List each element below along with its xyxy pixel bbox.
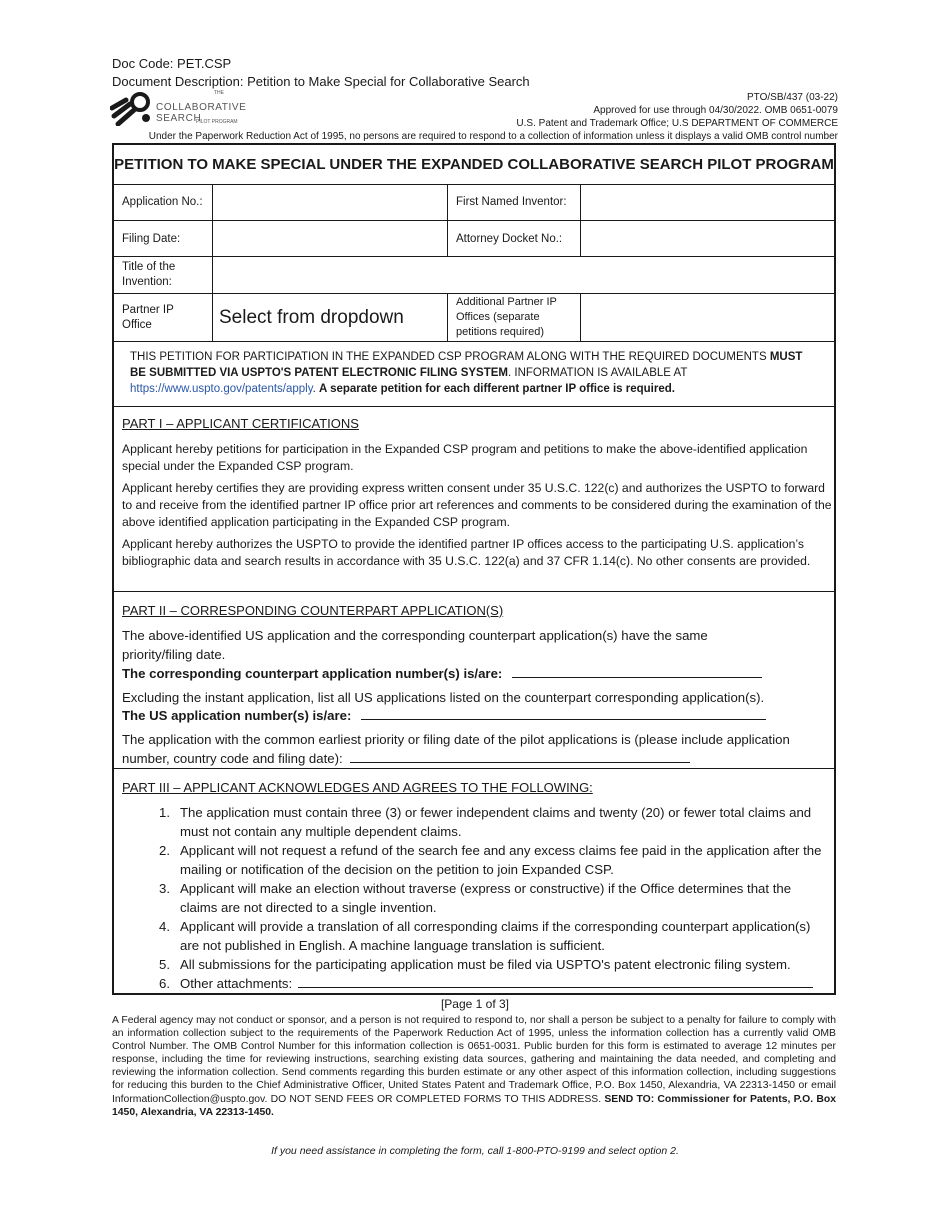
logo-sub-text: PILOT PROGRAM <box>196 119 238 125</box>
form-number: PTO/SB/437 (03-22) <box>747 92 838 103</box>
application-no-label: Application No.: <box>122 196 203 208</box>
first-inventor-label: First Named Inventor: <box>456 196 567 208</box>
doc-code: Doc Code: PET.CSP <box>112 56 232 71</box>
part1-title: PART I – APPLICANT CERTIFICATIONS <box>122 416 359 431</box>
page-number: [Page 1 of 3] <box>440 997 510 1011</box>
part2-title: PART II – CORRESPONDING COUNTERPART APPLICATION(S) <box>122 603 504 618</box>
list-item-number: 4. <box>159 919 170 934</box>
notice-text: THIS PETITION FOR PARTICIPATION IN THE EXPANDED CSP PROGRAM ALONG WITH THE REQUIRED DOCUMENTS <box>130 351 770 363</box>
us-application-number-row <box>122 706 832 725</box>
uspto-apply-link[interactable]: https://www.uspto.gov/patents/apply <box>130 383 313 395</box>
logo-mark-icon <box>110 90 156 126</box>
filing-date-label: Filing Date: <box>122 232 181 245</box>
earliest-priority-row <box>122 730 812 768</box>
title-label: Title of the Invention: <box>122 261 176 288</box>
paperwork-notice: Under the Paperwork Reduction Act of 1995, no persons are required to respond to a collection of information unless it displays a valid OMB control number <box>148 131 838 142</box>
notice-text: . INFORMATION IS AVAILABLE AT <box>508 367 688 379</box>
list-item-number: 3. <box>159 881 170 896</box>
list-item-text: Applicant will make an election without traverse (express or constructive) if the Office determines that the claims are not directed to a single invention. <box>180 881 792 915</box>
list-item <box>122 955 830 974</box>
part2-paragraph: Excluding the instant application, list all US applications listed on the counterpart corresponding application(s). <box>122 690 765 705</box>
notice-bold: A separate petition for each different partner IP office is required. <box>319 383 675 395</box>
list-item <box>122 974 830 993</box>
list-item-number: 5. <box>159 957 170 972</box>
list-item-text: Applicant will not request a refund of the search fee and any excess claims fee paid in the application after the mailing or notification of the decision on the petition to join Expanded CSP. <box>180 843 822 877</box>
partner-office-dropdown[interactable]: Select from dropdown <box>219 306 404 328</box>
divider <box>114 591 834 592</box>
filing-date-field[interactable] <box>213 221 447 256</box>
form-title: PETITION TO MAKE SPECIAL UNDER THE EXPANDED COLLABORATIVE SEARCH PILOT PROGRAM <box>114 145 834 185</box>
list-item-number: 2. <box>159 843 170 858</box>
partner-office-label: Partner IP Office <box>122 303 174 331</box>
other-attachments-field[interactable] <box>298 974 813 988</box>
divider <box>114 406 834 407</box>
list-item <box>122 841 830 879</box>
list-item <box>122 803 830 841</box>
additional-offices-field[interactable] <box>581 294 834 341</box>
burden-statement <box>112 1014 836 1119</box>
list-item-text: The application must contain three (3) or fewer independent claims and twenty (20) or fewer total claims and must not contain any multiple dependent claims. <box>180 805 812 839</box>
notice-text: . <box>312 383 320 395</box>
doc-description: Document Description: Petition to Make Special for Collaborative Search <box>112 74 530 89</box>
list-item-number: 6. <box>159 976 170 991</box>
counterpart-number-label: The corresponding counterpart application number(s) is/are: <box>122 666 503 681</box>
title-field[interactable] <box>213 257 834 293</box>
office-name: U.S. Patent and Trademark Office; U.S DEPARTMENT OF COMMERCE <box>516 118 838 129</box>
us-application-number-label: The US application number(s) is/are: <box>122 708 352 723</box>
first-inventor-field[interactable] <box>581 184 834 220</box>
submission-notice <box>130 349 820 397</box>
list-item <box>122 917 830 955</box>
send-to-text: SEND TO: Commissioner for Patents, P.O. Box 1450, Alexandria, VA 22313-1450. <box>112 1093 836 1118</box>
counterpart-number-field[interactable] <box>512 665 762 678</box>
burden-text: A Federal agency may not conduct or sponsor, and a person is not required to respond to, nor shall a person be subject to a penalty for failure to comply with an information collection subject to the requirements of the Paperwork Reduction Act of 1995, unless the information collection has a currently valid OMB Control Number. The OMB Control Number for this information collection is 0651-0031. Public burden for this form is estimated to average 12 minutes per response, including the time for reviewing instructions, searching existing data sources, gathering and maintaining the data needed, and completing and reviewing the information collection. Send comments regarding this burden estimate or any other aspect of this information collection, including suggestions for reducing this burden to the Chief Administrative Officer, United States Patent and Trademark Office, P.O. Box 1450, Alexandria, VA 22313-1450 or email InformationCollection@uspto.gov. DO NOT SEND FEES OR COMPLETED FORMS TO THIS ADDRESS. <box>112 1015 836 1105</box>
divider <box>114 341 834 342</box>
omb-approval: Approved for use through 04/30/2022. OMB 0651-0079 <box>593 105 838 116</box>
part1-paragraph: Applicant hereby petitions for participation in the Expanded CSP program and petitions to make the above-identified application special under the Expanded CSP program. <box>122 442 808 473</box>
divider <box>114 768 834 769</box>
part1-paragraph: Applicant hereby certifies they are providing express written consent under 35 U.S.C. 122(c) and authorizes the USPTO to forward to and receive from the identified partner IP office prior art references and comments to be considered during the examination of the above identified application participating in the Expanded CSP program. <box>122 481 832 529</box>
csp-logo <box>110 90 285 126</box>
part1-paragraph: Applicant hereby authorizes the USPTO to provide the identified partner IP offices access to the participating U.S. application’s bibliographic data and search results in accordance with 35 U.S.C. 122(a) and 37 CFR 1.14(c). No other consents are provided. <box>122 537 811 568</box>
part2-paragraph: The above-identified US application and the corresponding counterpart application(s) have the same priority/filing date. <box>122 628 708 662</box>
us-application-number-field[interactable] <box>361 707 766 720</box>
earliest-priority-label: The application with the common earliest priority or filing date of the pilot applications is (please include application number, country code and filing date): <box>122 732 790 766</box>
counterpart-number-row <box>122 664 832 683</box>
list-item-text: Other attachments: <box>180 976 293 991</box>
list-item <box>122 879 830 917</box>
petition-form <box>112 143 836 995</box>
earliest-priority-field[interactable] <box>350 750 690 763</box>
additional-offices-label: Additional Partner IP Offices (separate petitions required) <box>456 296 557 338</box>
list-item-number: 1. <box>159 805 170 820</box>
part3-title: PART III – APPLICANT ACKNOWLEDGES AND AGREES TO THE FOLLOWING: <box>122 780 593 795</box>
list-item-text: Applicant will provide a translation of all corresponding claims if the corresponding counterpart application(s) are not published in English. A machine language translation is sufficient. <box>180 919 811 953</box>
notice-bold: MUST BE SUBMITTED VIA USPTO'S PATENT ELECTRONIC FILING SYSTEM <box>130 351 803 379</box>
application-no-field[interactable] <box>213 184 447 220</box>
docket-label: Attorney Docket No.: <box>456 232 563 245</box>
logo-main-text: COLLABORATIVE SEARCH <box>156 102 247 124</box>
help-line: If you need assistance in completing the form, call 1-800-PTO-9199 and select option 2. <box>271 1145 679 1157</box>
acknowledgement-list <box>122 803 830 993</box>
docket-field[interactable] <box>581 221 834 256</box>
logo-top-text: THE <box>214 90 224 96</box>
list-item-text: All submissions for the participating application must be filed via USPTO's patent electronic filing system. <box>180 957 791 972</box>
